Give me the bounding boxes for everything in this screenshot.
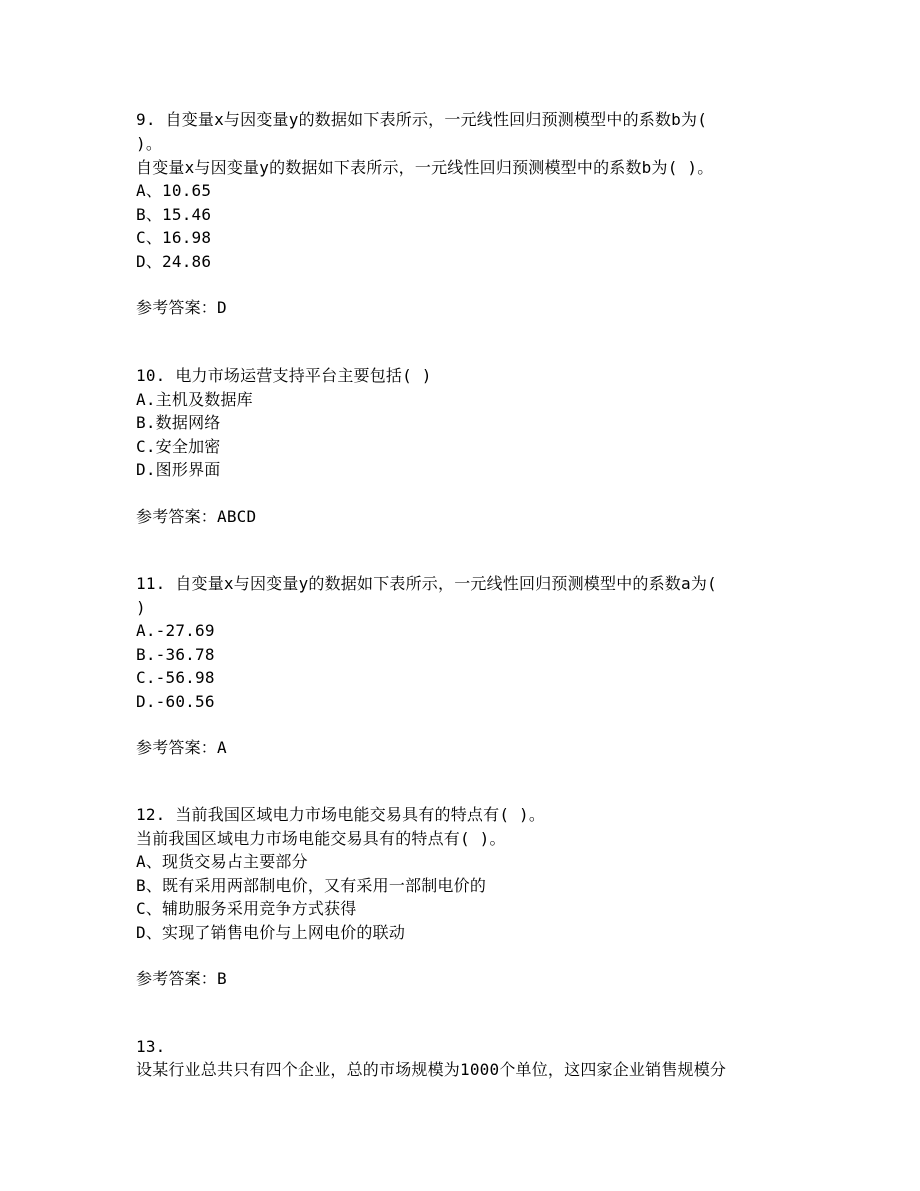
option-b: B、15.46	[136, 205, 212, 224]
option-b: B、既有采用两部制电价，又有采用一部制电价的	[136, 876, 487, 895]
question-title: 13.	[136, 1037, 166, 1056]
question-title: 9. 自变量x与因变量y的数据如下表所示，一元线性回归预测模型中的系数b为(	[136, 110, 708, 129]
question-text: 当前我国区域电力市场电能交易具有的特点有( )。	[136, 829, 506, 848]
option-d: D.-60.56	[136, 692, 215, 711]
option-b: B.-36.78	[136, 645, 215, 664]
option-c: C、辅助服务采用竞争方式获得	[136, 899, 357, 918]
reference-answer: 参考答案：B	[136, 969, 227, 988]
option-a: A、现货交易占主要部分	[136, 852, 308, 871]
option-d: D、实现了销售电价与上网电价的联动	[136, 923, 406, 942]
option-b: B.数据网络	[136, 413, 221, 432]
option-c: C、16.98	[136, 228, 212, 247]
question-title: 10. 电力市场运营支持平台主要包括( )	[136, 366, 432, 385]
question-title: 12. 当前我国区域电力市场电能交易具有的特点有( )。	[136, 805, 546, 824]
option-a: A.-27.69	[136, 621, 215, 640]
question-text: 设某行业总共只有四个企业，总的市场规模为1000个单位，这四家企业销售规模分	[136, 1060, 727, 1079]
option-a: A.主机及数据库	[136, 390, 253, 409]
reference-answer: 参考答案：A	[136, 738, 227, 757]
option-a: A、10.65	[136, 181, 212, 200]
option-d: D.图形界面	[136, 460, 221, 479]
question-title-continued: )。	[136, 134, 163, 153]
reference-answer: 参考答案：ABCD	[136, 507, 257, 526]
question-title-continued: )	[136, 598, 146, 617]
option-c: C.-56.98	[136, 668, 215, 687]
question-text: 自变量x与因变量y的数据如下表所示，一元线性回归预测模型中的系数b为( )。	[136, 158, 714, 177]
reference-answer: 参考答案：D	[136, 298, 227, 317]
option-c: C.安全加密	[136, 437, 221, 456]
option-d: D、24.86	[136, 252, 212, 271]
question-title: 11. 自变量x与因变量y的数据如下表所示，一元线性回归预测模型中的系数a为(	[136, 574, 717, 593]
